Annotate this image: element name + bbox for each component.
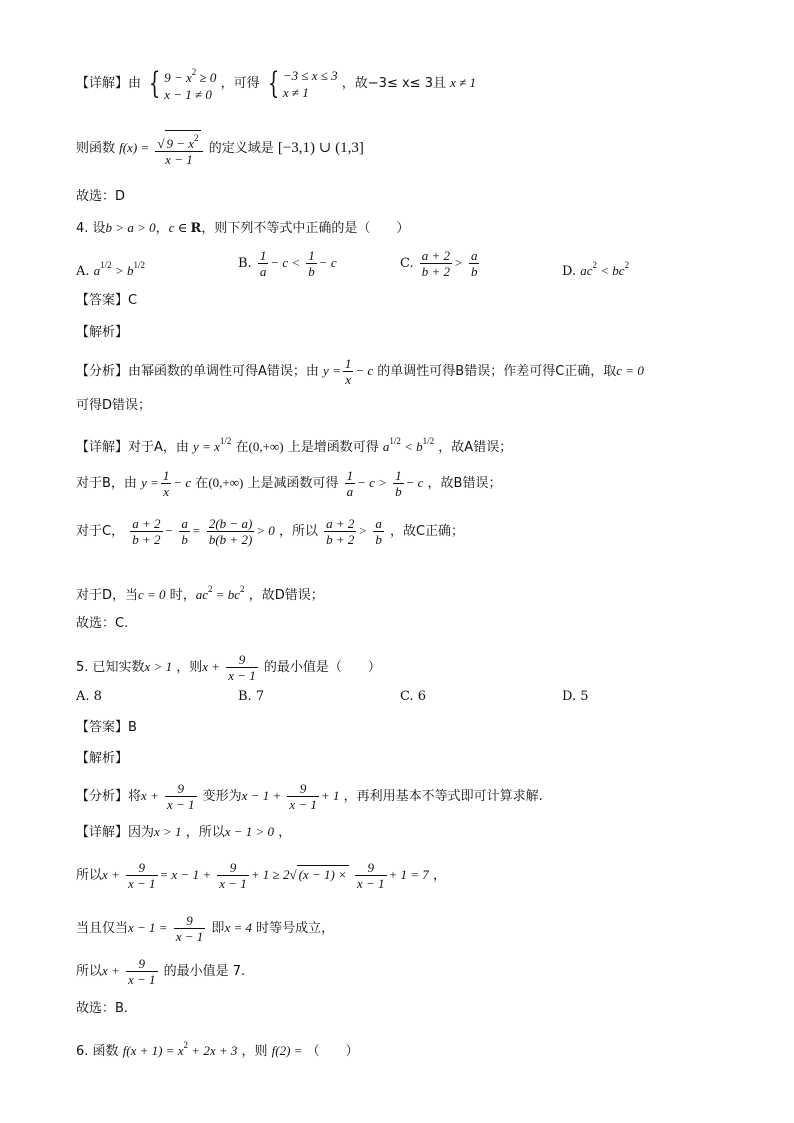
domain-line: 则函数 f(x) = $\frac{√ 9 - x^2}{x - 1}$ 的定义域是 [−3,1) ∪ (1,3] — [76, 130, 364, 167]
text: 在 — [235, 440, 249, 455]
equality-condition: 当且仅当x − 1 = $\frac{9}{x - 1}$ 即x = 4 时等号成立， — [76, 913, 335, 944]
text: 4. 设 — [76, 221, 106, 236]
text: B. — [238, 256, 252, 271]
text: ，故D错误； — [248, 588, 324, 603]
option-d: D. 5 — [562, 689, 589, 704]
text: 时等号成立， — [256, 921, 335, 936]
detail-inequality: 所以x + $\frac{9}{x - 1}$ = x − 1 + $\frac{9}{x - 1}$ + 1 ≥ 2√ (x − 1) × $\frac{9}{x - 1}$ + 1 = 7 ， — [76, 860, 446, 891]
question-5: 5. 已知实数x > 1 ，则x + $\frac{9}{x - 1}$ 的最小值是（ ） — [76, 652, 381, 683]
text: ，故A错误； — [438, 440, 513, 455]
text: ，所以 — [278, 524, 318, 539]
analysis-line-2: 可得D错误； — [76, 398, 152, 413]
text: 的最小值是（ ） — [263, 660, 381, 675]
answer-label: 【答案】C — [76, 293, 138, 308]
detail-line-system: 【详解】由 { $9 - x^2 \ge 0$ x − 1 ≠ 0 ，可得 { −3 ≤ x ≤ 3 x ≠ 1 ，故−3≤ x≤ 3且 x ≠ 1 — [76, 65, 477, 102]
text: ，故−3≤ x≤ 3且 — [341, 76, 446, 91]
answer-label: 【答案】B — [76, 720, 137, 735]
question-6: 6. 函数 $f(x + 1) = x^2 + 2x + 3$ ，则 f(2) = （ ） — [76, 1040, 359, 1059]
text: 所以 — [76, 964, 103, 979]
text: 时， — [169, 588, 196, 603]
text: 上是增函数可得 — [287, 440, 379, 455]
detail-line: 【详解】因为x > 1 ，所以x − 1 > 0 ， — [76, 824, 292, 840]
text: ，则 — [241, 1044, 268, 1059]
text: ， — [278, 825, 292, 840]
text: ，可得 — [220, 76, 260, 91]
text: ，再利用基本不等式即可计算求解. — [343, 789, 543, 804]
text: 【分析】将 — [76, 789, 142, 804]
text: C. — [400, 256, 414, 271]
analysis-label: 【解析】 — [76, 325, 129, 340]
text: 5. 已知实数 — [76, 660, 145, 675]
option-a: A. 8 — [76, 689, 102, 704]
text: ，所以 — [185, 825, 225, 840]
option-c: C. 6 — [400, 689, 427, 704]
text: 对于C， — [76, 524, 125, 539]
text: ，则下列不等式中正确的是（ ） — [201, 221, 410, 236]
text: ， — [432, 868, 446, 883]
detail-a: 【详解】对于A，由 $y = x^{1/2}$ 在(0,+∞) 上是增函数可得 $a^{1/2} < b^{1/2}$ ，故A错误； — [76, 436, 513, 455]
detail-d: 对于D，当c = 0 时，$ac^2 = bc^2$ ，故D错误； — [76, 584, 324, 603]
text: 【详解】由 — [76, 76, 142, 91]
text: 所以 — [76, 868, 103, 883]
option-b: B. 7 — [238, 689, 265, 704]
text: 的定义域是 — [208, 141, 274, 156]
text: 的单调性可得B错误；作差可得C正确，取 — [377, 364, 617, 379]
conclusion-line: 所以x + $\frac{9}{x - 1}$ 的最小值是 7. — [76, 956, 246, 987]
text: 6. 函数 — [76, 1044, 119, 1059]
option-c: C. $\frac{a + 2}{b + 2}$ > $\frac{a}{b}$ — [400, 248, 478, 279]
text: 【分析】由幂函数的单调性可得A错误；由 — [76, 364, 319, 379]
detail-b: 对于B，由 y = $\frac{1}{x}$ − c 在(0,+∞) 上是减函数可得 $\frac{1}{a}$ − c > $\frac{1}{b}$ − c ，故B错误； — [76, 468, 502, 499]
text: 的最小值是 7. — [163, 964, 246, 979]
text: 【详解】对于A，由 — [76, 440, 189, 455]
text: 【详解】因为 — [76, 825, 155, 840]
text: ，故C正确； — [389, 524, 465, 539]
option-a: A. $a^{1/2} > b^{1/2}$ — [76, 260, 145, 279]
option-b: B. $\frac{1}{a}$ − c < $\frac{1}{b}$ − c — [238, 248, 337, 279]
text: 变形为 — [202, 789, 242, 804]
analysis-line: 【分析】将x + $\frac{9}{x - 1}$ 变形为x − 1 + $\frac{9}{x - 1}$ + 1 ，再利用基本不等式即可计算求解. — [76, 781, 543, 812]
text: A. — [76, 264, 90, 279]
text: ， — [155, 221, 169, 236]
text: D. — [562, 264, 577, 279]
text: ，故B错误； — [427, 476, 502, 491]
analysis-line: 【分析】由幂函数的单调性可得A错误；由 y = $\frac{1}{x}$ − c 的单调性可得B错误；作差可得C正确，取c = 0 — [76, 356, 644, 387]
question-4: 4. 设b > a > 0，c ∈ R，则下列不等式中正确的是（ ） — [76, 220, 410, 236]
answer-choice-line: 故选：C. — [76, 616, 129, 631]
text: 对于D，当 — [76, 588, 139, 603]
text: 则函数 — [76, 141, 116, 156]
text: 上是减函数可得 — [247, 476, 339, 491]
text: 当且仅当 — [76, 921, 129, 936]
analysis-label: 【解析】 — [76, 751, 129, 766]
text: 在 — [195, 476, 209, 491]
text: ，则 — [176, 660, 203, 675]
text: （ ） — [306, 1044, 359, 1059]
text: 即 — [211, 921, 225, 936]
text: 对于B，由 — [76, 476, 137, 491]
answer-choice-line: 故选：D — [76, 189, 126, 204]
detail-c: 对于C， $\frac{a + 2}{b + 2}$ − $\frac{a}{b}$ = $\frac{2(b - a)}{b(b + 2)}$ > 0 ，所以 $\frac{a + 2}{b + 2}$ > $\frac{a}{b}$ ，故C正确； — [76, 516, 465, 547]
option-d: D. $ac^2 < bc^2$ — [562, 260, 630, 279]
answer-choice-line: 故选：B. — [76, 1001, 129, 1016]
